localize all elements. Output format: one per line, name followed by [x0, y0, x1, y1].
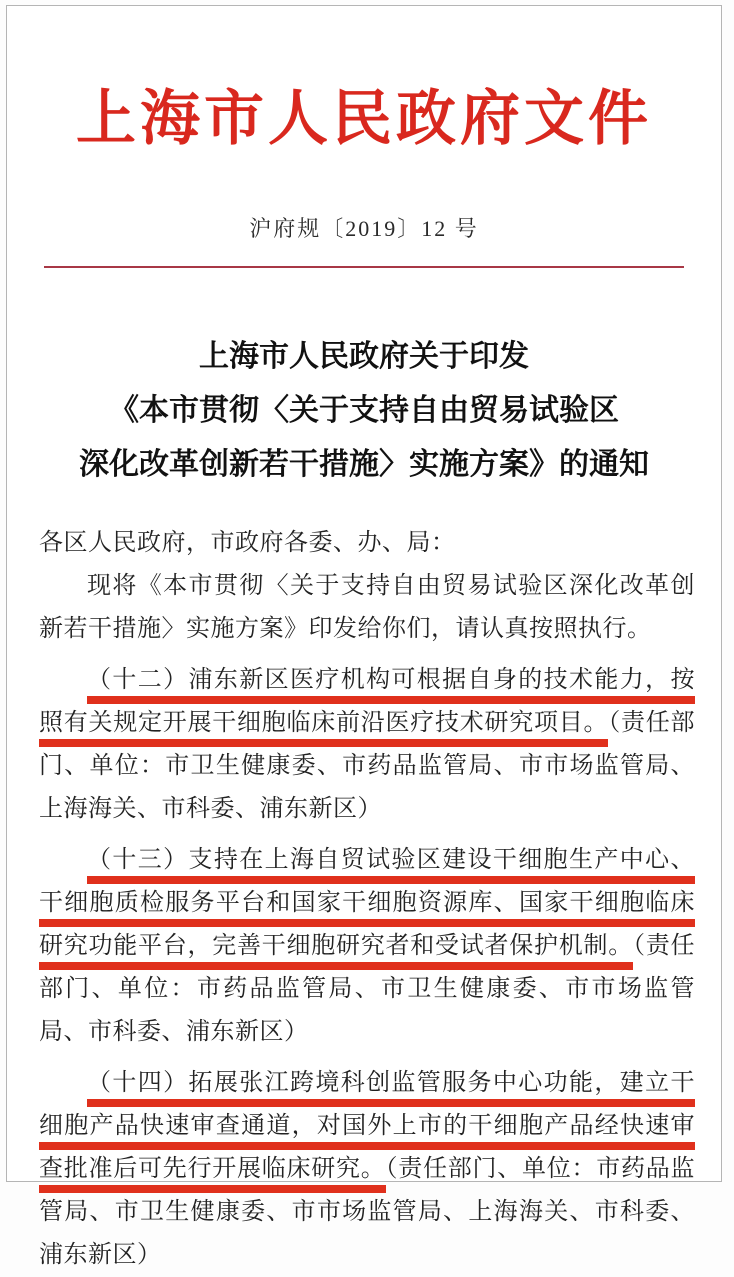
document-title: [7, 330, 721, 492]
body-paragraph: [39, 659, 695, 831]
paragraph-list: [39, 565, 695, 1277]
body-text: （责任部门、单位：市药品监管局、市卫生健康委、市市场监管局、上海海关、市科委、浦东新区）: [39, 1156, 695, 1268]
red-divider-rule: [44, 266, 684, 268]
page-border-frame: [6, 5, 722, 1268]
document-number: 沪府规〔2019〕12 号: [249, 216, 479, 241]
document-title-line-1: 上海市人民政府关于印发: [199, 340, 529, 373]
body-paragraph: [39, 839, 695, 1054]
body-paragraph: [39, 1062, 695, 1277]
body-paragraph: [39, 565, 695, 651]
red-underlined-text: （十二）浦东新区医疗机构可根据自身的技术能力，按照有关规定开展干细胞临床前沿医疗技术研究项目。: [39, 667, 695, 747]
body-text: （责任部门、单位：市卫生健康委、市药品监管局、市市场监管局、上海海关、市科委、浦东新区）: [39, 710, 695, 822]
body-text: （责任部门、单位：市药品监管局、市卫生健康委、市市场监管局、市科委、浦东新区）: [39, 933, 695, 1045]
document-body: [7, 522, 721, 1277]
body-text: 现将《本市贯彻〈关于支持自由贸易试验区深化改革创新若干措施〉实施方案》印发给你们，请认真按照执行。: [39, 573, 695, 642]
document-title-line-2: 《本市贯彻〈关于支持自由贸易试验区: [109, 394, 619, 427]
government-header-title: 上海市人民政府文件: [76, 86, 652, 152]
salutation-line: 各区人民政府，市政府各委、办、局：: [39, 530, 456, 556]
red-underlined-text: （十四）拓展张江跨境科创监管服务中心功能，建立干细胞产品快速审查通道，对国外上市的干细胞产品经快速审查批准后可先行开展临床研究。: [39, 1070, 695, 1193]
red-underlined-text: （十三）支持在上海自贸试验区建设干细胞生产中心、干细胞质检服务平台和国家干细胞资源库、国家干细胞临床研究功能平台，完善干细胞研究者和受试者保护机制。: [39, 847, 695, 970]
document-title-line-3: 深化改革创新若干措施〉实施方案》的通知: [79, 448, 649, 481]
